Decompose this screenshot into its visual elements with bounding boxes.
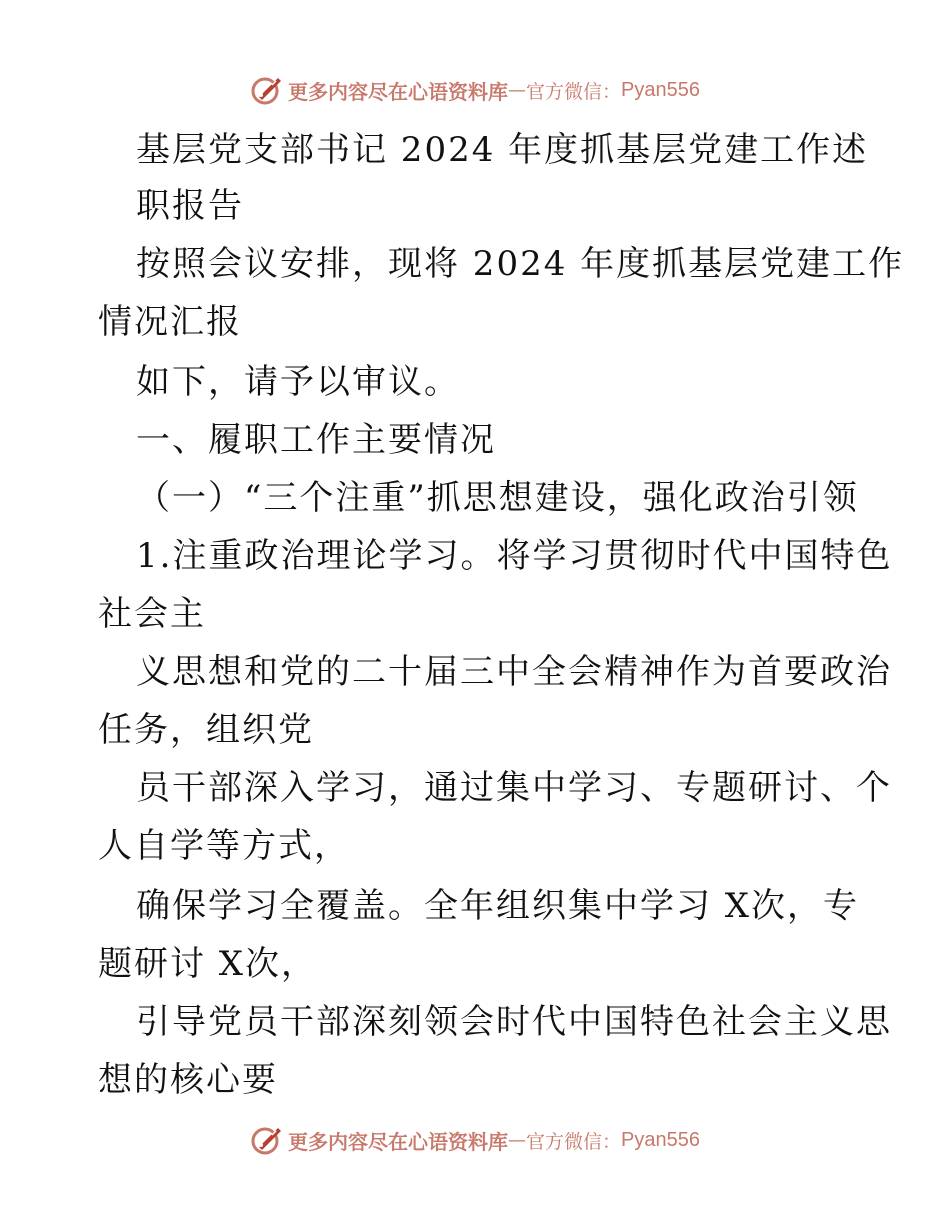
- paragraph-line: 引导党员干部深刻领会时代中国特色社会主义思: [136, 1002, 892, 1042]
- watermark-wechat-id: Pyan556: [621, 1128, 700, 1151]
- title-line-2: 职报告: [136, 186, 244, 226]
- watermark-separator: —: [508, 79, 526, 101]
- paragraph-line: 情况汇报: [98, 302, 242, 342]
- watermark-main-text: 更多内容尽在心语资料库: [288, 1129, 508, 1154]
- watermark-wechat-id: Pyan556: [621, 78, 700, 101]
- paragraph-line: 义思想和党的二十届三中全会精神作为首要政治: [136, 652, 892, 692]
- paragraph-line: 按照会议安排，现将 2024 年度抓基层党建工作: [136, 244, 905, 284]
- paragraph-line: 想的核心要: [98, 1060, 278, 1100]
- paragraph-line: 如下，请予以审议。: [136, 362, 460, 402]
- watermark-wechat-label: 官方微信：: [526, 1130, 622, 1153]
- paragraph-line: 员干部深入学习，通过集中学习、专题研讨、个: [136, 768, 892, 808]
- footer-watermark: [0, 1120, 950, 1160]
- title-line-1: 基层党支部书记 2024 年度抓基层党建工作述: [136, 130, 869, 170]
- watermark-wechat-label: 官方微信：: [526, 80, 622, 103]
- section-heading: 一、履职工作主要情况: [136, 420, 496, 460]
- quill-logo-icon: [250, 1123, 284, 1157]
- watermark-separator: —: [508, 1129, 526, 1151]
- watermark-main-text: 更多内容尽在心语资料库: [288, 79, 508, 104]
- subsection-heading: （一）“三个注重”抓思想建设，强化政治引领: [136, 478, 859, 518]
- paragraph-line: 题研讨 X次，: [98, 944, 318, 984]
- paragraph-line: 1.注重政治理论学习。将学习贯彻时代中国特色: [136, 536, 893, 576]
- quill-logo-icon: [250, 73, 284, 107]
- paragraph-line: 社会主: [98, 594, 206, 634]
- paragraph-line: 人自学等方式，: [98, 826, 350, 866]
- header-watermark: [0, 70, 950, 110]
- paragraph-line: 任务，组织党: [98, 710, 314, 750]
- paragraph-line: 确保学习全覆盖。全年组织集中学习 X次，专: [136, 886, 860, 926]
